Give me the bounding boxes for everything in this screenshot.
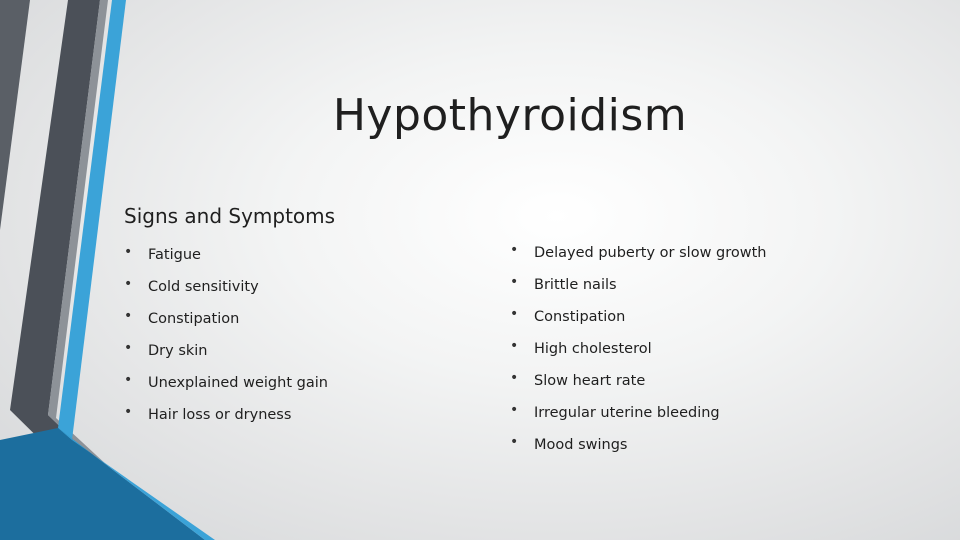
bullet-icon: • — [510, 338, 519, 354]
bullet-icon: • — [124, 308, 133, 324]
list-item — [124, 368, 328, 400]
list-item — [124, 400, 328, 432]
list-item — [124, 336, 328, 368]
list-item — [510, 366, 767, 398]
list-item-label: Unexplained weight gain — [148, 375, 328, 391]
list-item-label: Cold sensitivity — [148, 279, 259, 295]
bullet-icon: • — [510, 306, 519, 322]
bullet-icon: • — [510, 274, 519, 290]
list-item-label: Constipation — [148, 311, 240, 327]
list-item-label: Delayed puberty or slow growth — [534, 245, 767, 261]
bullet-icon: • — [510, 434, 519, 450]
bullet-icon: • — [510, 370, 519, 386]
list-item-label: Irregular uterine bleeding — [534, 405, 720, 421]
list-item-label: Mood swings — [534, 437, 628, 453]
bullet-icon: • — [124, 372, 133, 388]
bullet-icon: • — [510, 242, 519, 258]
symptom-list-right — [510, 238, 767, 462]
bullet-icon: • — [124, 340, 133, 356]
slide-subtitle: Signs and Symptoms — [124, 204, 336, 228]
list-item — [124, 304, 328, 336]
bullet-icon: • — [124, 244, 133, 260]
list-item — [510, 270, 767, 302]
list-item — [124, 272, 328, 304]
list-item — [510, 302, 767, 334]
list-item-label: Fatigue — [148, 247, 201, 263]
slide-title: Hypothyroidism — [332, 90, 688, 141]
list-item — [510, 238, 767, 270]
list-item-label: High cholesterol — [534, 341, 652, 357]
list-item — [510, 430, 767, 462]
list-item-label: Constipation — [534, 309, 626, 325]
symptom-list-left — [124, 240, 328, 432]
bullet-icon: • — [124, 404, 133, 420]
bullet-icon: • — [510, 402, 519, 418]
blue-shape-bottom — [0, 428, 205, 540]
bullet-icon: • — [124, 276, 133, 292]
list-item-label: Hair loss or dryness — [148, 407, 292, 423]
list-item-label: Dry skin — [148, 343, 208, 359]
list-item-label: Slow heart rate — [534, 373, 646, 389]
list-item — [510, 398, 767, 430]
list-item-label: Brittle nails — [534, 277, 617, 293]
list-item — [124, 240, 328, 272]
list-item — [510, 334, 767, 366]
